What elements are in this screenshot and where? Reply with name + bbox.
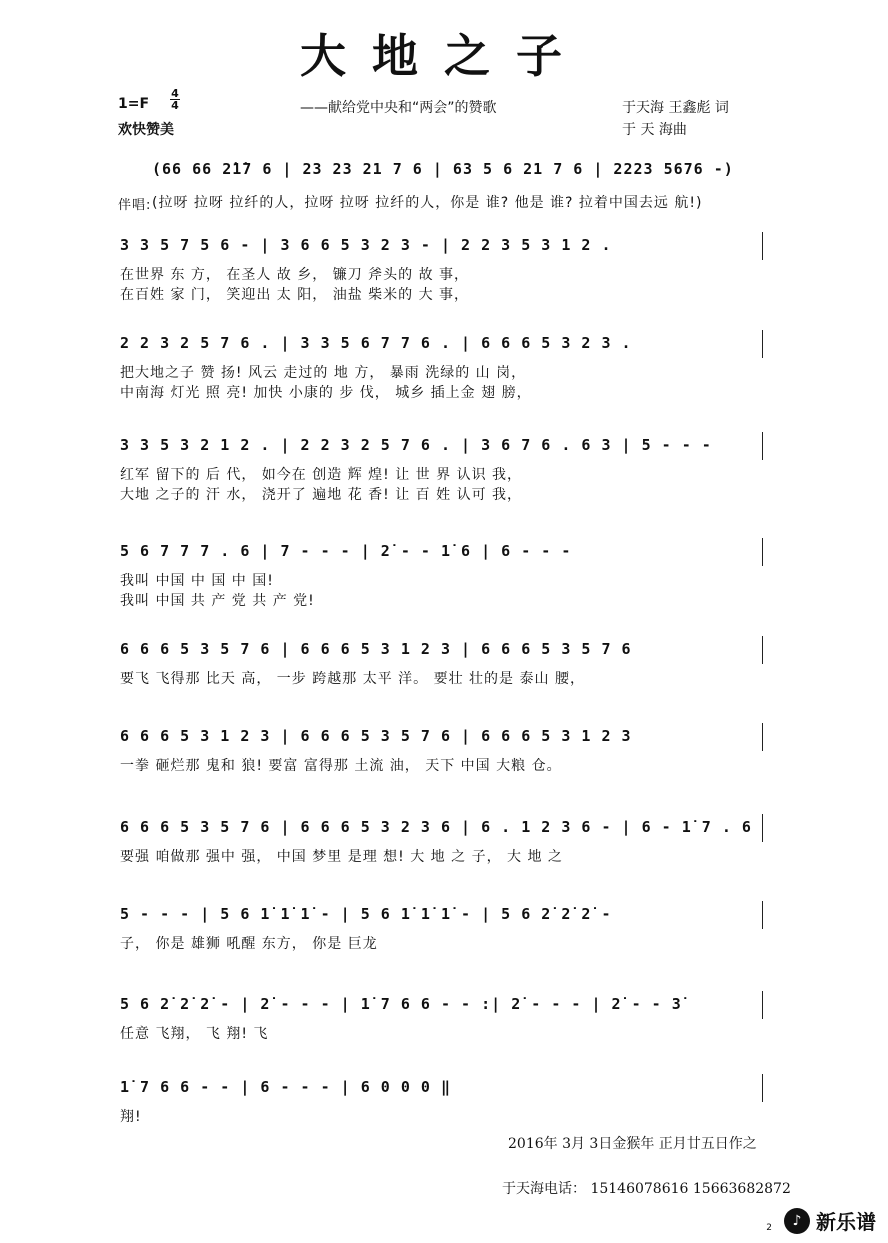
- time-sig-top: 4: [171, 87, 179, 100]
- barline: [762, 636, 763, 664]
- lyric-line: 中南海 灯光 照 亮! 加快 小康的 步 伐， 城乡 插上金 翅 膀，: [120, 385, 532, 401]
- barline: [762, 330, 763, 358]
- page-number: 2: [766, 1223, 772, 1233]
- barline: [762, 232, 763, 260]
- subtitle: ——献给党中央和“两会”的赞歌: [300, 100, 497, 116]
- notation-line: 3 3 5 3 2 1 2 . | 2 2 3 2 5 7 6 . | 3 6 7 6 . 6 3 | 5 - - -: [120, 436, 712, 454]
- notation-line: 2 2 3 2 5 7 6 . | 3 3 5 6 7 7 6 . | 6 6 6 5 3 2 3 .: [120, 334, 632, 352]
- notation-line: 6 6 6 5 3 5 7 6 | 6 6 6 5 3 1 2 3 | 6 6 6 5 3 5 7 6: [120, 640, 632, 658]
- composer-credit: 于 天 海曲: [622, 122, 687, 138]
- key-signature: 1=F: [118, 96, 150, 112]
- lyric-line: 我叫 中国 中 国 中 国!: [120, 573, 274, 589]
- lyric-line: 子， 你是 雄狮 吼醒 东方， 你是 巨龙: [120, 936, 378, 952]
- notation-line: 6 6 6 5 3 1 2 3 | 6 6 6 5 3 5 7 6 | 6 6 6 5 3 1 2 3: [120, 727, 632, 745]
- time-sig-bottom: 4: [171, 99, 179, 112]
- lyric-line: 在百姓 家 门， 笑迎出 太 阳， 油盐 柴米的 大 事，: [120, 287, 470, 303]
- barline: [762, 1074, 763, 1102]
- intro-lyric: (拉呀 拉呀 拉纤的人，拉呀 拉呀 拉纤的人，你是 谁? 他是 谁? 拉着中国去远 航!): [152, 195, 703, 211]
- lyric-line: 在世界 东 方， 在圣人 故 乡， 镰刀 斧头的 故 事，: [120, 267, 470, 283]
- lyric-line: 翔!: [120, 1109, 142, 1125]
- notation-line: 6 6 6 5 3 5 7 6 | 6 6 6 5 3 2 3 6 | 6 . 1 2 3 6 - | 6 - 1̇ 7 . 6: [120, 818, 752, 836]
- barline: [762, 814, 763, 842]
- notation-line: 1̇ 7 6 6 - - | 6 - - - | 6 0 0 0 ‖: [120, 1078, 452, 1096]
- tempo-marking: 欢快赞美: [118, 122, 174, 138]
- time-signature: [170, 88, 180, 111]
- notation-line: 5 6 2̇ 2̇ 2̇ - | 2̇ - - - | 1̇ 7 6 6 - - :| 2̇ - - - | 2̇ - - 3̇: [120, 995, 682, 1013]
- barline: [762, 991, 763, 1019]
- notation-line: 5 6 7 7 7 . 6 | 7 - - - | 2̇ - - 1̇ 6 | 6 - - -: [120, 542, 572, 560]
- lyric-line: 任意 飞翔， 飞 翔! 飞: [120, 1026, 269, 1042]
- music-disc-icon: ♪: [784, 1208, 810, 1234]
- barline: [762, 901, 763, 929]
- site-logo-text: 新乐谱: [816, 1210, 876, 1234]
- contact-phone: 于天海电话： 15146078616 15663682872: [502, 1181, 791, 1197]
- lyric-line: 要飞 飞得那 比天 高， 一步 跨越那 太平 洋。 要壮 壮的是 泰山 腰，: [120, 671, 585, 687]
- song-title: 大地之子: [300, 29, 588, 83]
- lyric-line: 把大地之子 赞 扬! 风云 走过的 地 方， 暴雨 洗绿的 山 岗，: [120, 365, 527, 381]
- lyric-line: 红军 留下的 后 代， 如今在 创造 辉 煌! 让 世 界 认识 我，: [120, 467, 523, 483]
- lyricist-credit: 于天海 王鑫彪 词: [622, 100, 729, 116]
- lyric-line: 一拳 砸烂那 鬼和 狼! 要富 富得那 土流 油， 天下 中国 大粮 仓。: [120, 758, 562, 774]
- barline: [762, 538, 763, 566]
- barline: [762, 723, 763, 751]
- notation-line: 3 3 5 7 5 6 - | 3 6 6 5 3 2 3 - | 2 2 3 5 3 1 2 .: [120, 236, 612, 254]
- lyric-line: 要强 咱做那 强中 强， 中国 梦里 是理 想! 大 地 之 子， 大 地 之: [120, 849, 563, 865]
- intro-notes: (66 66 2̇1̇7 6 | 23 23 21 7 6 | 63 5 6 21 7 6 | 2223 5676 -): [152, 160, 734, 178]
- intro-label: 伴唱:: [118, 198, 152, 213]
- composition-date: 2016年 3月 3日金猴年 正月廿五日作之: [508, 1136, 757, 1152]
- barline: [762, 432, 763, 460]
- lyric-line: 我叫 中国 共 产 党 共 产 党!: [120, 593, 315, 609]
- site-logo[interactable]: [784, 1206, 876, 1235]
- notation-line: 5 - - - | 5 6 1̇ 1̇ 1̇ - | 5 6 1̇ 1̇ 1̇ - | 5 6 2̇ 2̇ 2̇ -: [120, 905, 612, 923]
- lyric-line: 大地 之子的 汗 水， 浇开了 遍地 花 香! 让 百 姓 认可 我，: [120, 487, 523, 503]
